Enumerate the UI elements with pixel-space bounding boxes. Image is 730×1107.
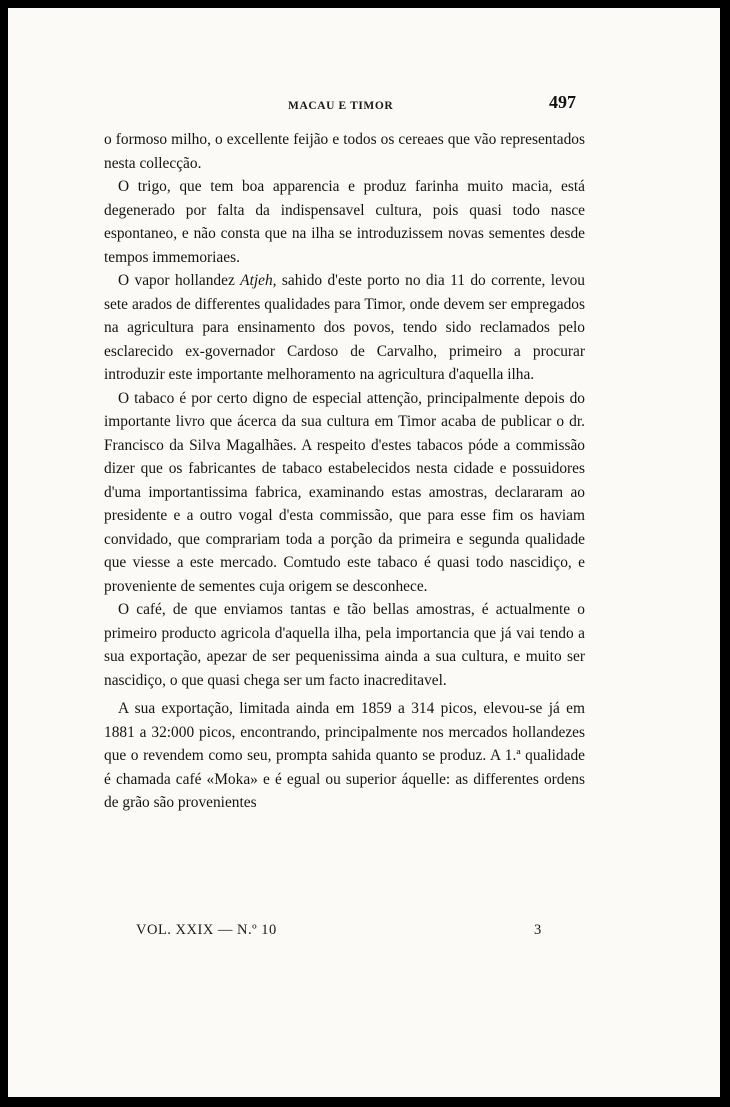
paragraph: o formoso milho, o excellente feijão e todos os cereaes que vão representados nesta collecção.	[104, 131, 585, 172]
paragraph: O café, de que enviamos tantas e tão bellas amostras, é actualmente o primeiro producto agricola d'aquella ilha, pela importancia que já vai tendo a sua exportação, apezar de ser pequenissima ainda a sua cultura, e muito ser nascidiço, o que quasi chega ser um facto inacreditavel.	[104, 601, 585, 689]
paragraph: O trigo, que tem boa apparencia e produz farinha muito macia, está degenerado por falta da indispensavel cultura, pois quasi todo nasce espontaneo, e não consta que na ilha se introduzissem novas sementes desde tempos immemoriaes.	[104, 178, 585, 266]
paragraph	[104, 269, 585, 387]
paragraph-text: O vapor hollandez	[118, 272, 241, 289]
page-number: 497	[549, 92, 576, 112]
paragraph: A sua exportação, limitada ainda em 1859 a 314 picos, elevou-se já em 1881 a 32:000 picos, encontrando, principalmente nos mercados hollandezes que o revendem como seu, prompta sahida quanto se produz. A 1.ª qualidade é chamada café «Moka» e é egual ou superior áquelle: as differentes ordens de grão são provenientes	[104, 700, 585, 811]
volume-signature: VOL. XXIX — N.º 10	[136, 922, 277, 938]
page-footer	[8, 922, 720, 946]
paragraph: O tabaco é por certo digno de especial attenção, principalmente depois do importante livro que ácerca da sua cultura em Timor acaba de publicar o dr. Francisco da Silva Magalhães. A respeito d'estes tabacos póde a commissão dizer que os fabricantes de tabaco estabelecidos nesta cidade e possuidores d'uma importantissima fabrica, examinando estas amostras, declararam ao presidente e a outro vogal d'esta commissão, que para esse fim os haviam convidado, que comprariam toda a porção da primeira e segunda qualidade que viesse a este mercado. Comtudo este tabaco é quasi todo nascidiço, e proveniente de sementes cuja origem se desconhece.	[104, 389, 585, 595]
book-page	[8, 8, 720, 1097]
running-title: MACAU E TIMOR	[288, 100, 394, 112]
page-header	[8, 92, 720, 122]
paragraph-text: sahido d'este porto no dia 11 do corrente, levou sete arados de differentes qualidades para Timor, onde devem ser empregados na agricultura para ensinamento dos povos, tendo sido reclamados pelo esclarecido ex-governador Cardoso de Carvalho, primeiro a procurar introduzir este importante melhoramento na agricultura d'aquella ilha.	[104, 272, 585, 383]
ship-name: Atjeh,	[240, 272, 277, 289]
sheet-number: 3	[534, 922, 542, 938]
body-text	[104, 128, 585, 815]
